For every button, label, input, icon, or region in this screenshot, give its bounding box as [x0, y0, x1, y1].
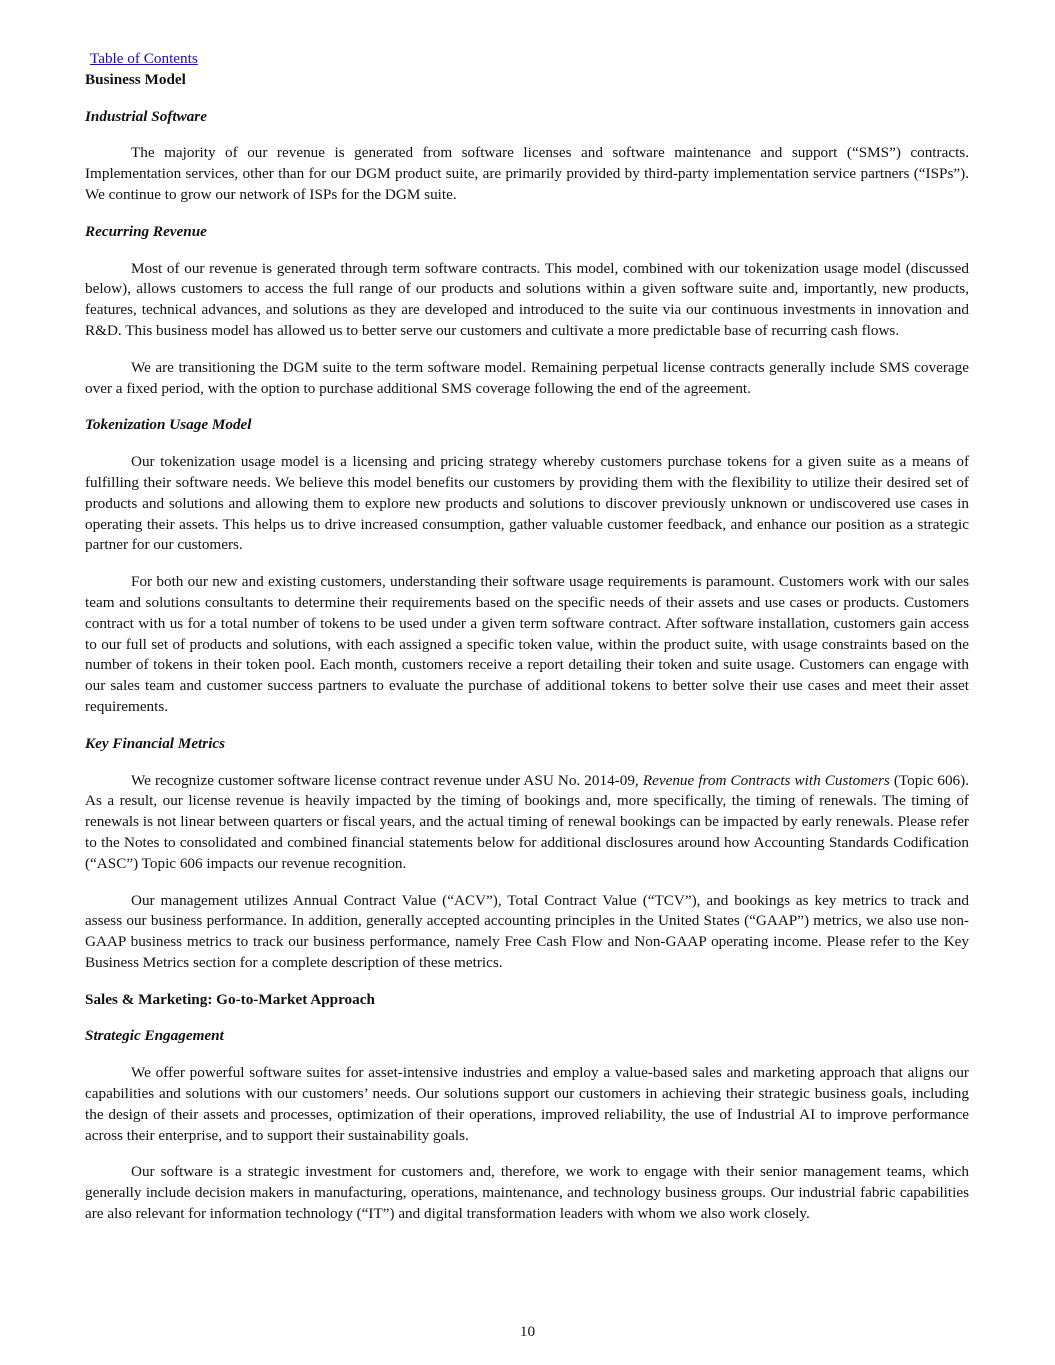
- page-number: 10: [519, 1323, 536, 1340]
- heading-strategic-engagement: Strategic Engagement: [85, 1027, 224, 1045]
- heading-industrial-software: Industrial Software: [85, 107, 207, 125]
- document-page: [85, 48, 969, 1225]
- paragraph: Most of our revenue is generated through term software contracts. This model, combined with our tokenization usage model (discussed below), allows customers to access the full range of our products and solutions within a given software suite and, importantly, new products, features, technical advances, and solutions as they are developed and introduced to the suite via our continuous investments in innovation and R&D. This business model has allowed us to better serve our customers and cultivate a more predictable base of recurring cash flows.: [85, 259, 969, 339]
- paragraph-text: (Topic 606). As a result, our license revenue is heavily impacted by the timing of bookings and, more specifically, the timing of renewals. The timing of renewals is not linear between quarters or fiscal years, and the actual timing of renewal bookings can be impacted by early renewals. Please refer to the Notes to consolidated and combined financial statements below for additional disclosures around how Accounting Standards Codification (“ASC”) Topic 606 impacts our revenue recognition.: [85, 771, 970, 872]
- heading-sales-marketing: Sales & Marketing: Go-to-Market Approach: [85, 990, 375, 1008]
- paragraph: Our software is a strategic investment for customers and, therefore, we work to engage with their senior management teams, which generally include decision makers in manufacturing, operations, maintenance, and technology business groups. Our industrial fabric capabilities are also relevant for information technology (“IT”) and digital transformation leaders with whom we also work closely.: [85, 1163, 969, 1223]
- paragraph-italic-text: Revenue from Contracts with Customers: [642, 771, 890, 789]
- paragraph: We offer powerful software suites for asset-intensive industries and employ a value-based sales and marketing approach that aligns our capabilities and solutions with our customers’ needs. Our solutions support our customers in achieving their strategic business goals, including the design of their assets and processes, optimization of their operations, improved reliability, the use of Industrial AI to improve performance across their enterprise, and to support their sustainability goals.: [85, 1064, 969, 1144]
- paragraph-text: We recognize customer software license contract revenue under ASU No. 2014-09,: [131, 771, 643, 789]
- page-title: Business Model: [85, 70, 186, 88]
- paragraph: [85, 771, 969, 875]
- heading-tokenization-usage-model: Tokenization Usage Model: [85, 416, 252, 434]
- paragraph: For both our new and existing customers, understanding their software usage requirements is paramount. Customers work with our sales team and solutions consultants to determine their requirements based on the specific needs of their assets and use cases or products. Customers contract with us for a total number of tokens to be used under a given term software contract. After software installation, customers gain access to our full set of products and solutions, with each assigned a specific token value, within the product suite, with usage constraints based on the number of tokens in their token pool. Each month, customers receive a report detailing their token and suite usage. Customers can engage with our sales team and customer success partners to evaluate the purchase of additional tokens to better solve their use cases and meet their asset requirements.: [85, 573, 969, 715]
- paragraph: The majority of our revenue is generated from software licenses and software maintenance and support (“SMS”) contracts. Implementation services, other than for our DGM product suite, are primarily provided by third-party implementation service partners (“ISPs”). We continue to grow our network of ISPs for the DGM suite.: [85, 144, 969, 203]
- heading-recurring-revenue: Recurring Revenue: [85, 222, 207, 240]
- heading-key-financial-metrics: Key Financial Metrics: [85, 734, 226, 752]
- paragraph: Our tokenization usage model is a licensing and pricing strategy whereby customers purchase tokens for a given suite as a means of fulfilling their software needs. We believe this model benefits our customers by providing them with the flexibility to utilize their desired set of products and solutions and allowing them to explore new products and solutions to discover previously unknown or undiscovered use cases in operating their assets. This helps us to drive increased consumption, gather valuable customer feedback, and enhance our position as a strategic partner for our customers.: [85, 453, 969, 554]
- table-of-contents-link[interactable]: Table of Contents: [90, 50, 198, 67]
- paragraph: We are transitioning the DGM suite to the term software model. Remaining perpetual license contracts generally include SMS coverage over a fixed period, with the option to purchase additional SMS coverage following the end of the agreement.: [85, 358, 969, 397]
- paragraph: Our management utilizes Annual Contract Value (“ACV”), Total Contract Value (“TCV”), and bookings as key metrics to track and assess our business performance. In addition, generally accepted accounting principles in the United States (“GAAP”) metrics, we also use non-GAAP business metrics to track our business performance, namely Free Cash Flow and Non-GAAP operating income. Please refer to the Key Business Metrics section for a complete description of these metrics.: [85, 891, 969, 971]
